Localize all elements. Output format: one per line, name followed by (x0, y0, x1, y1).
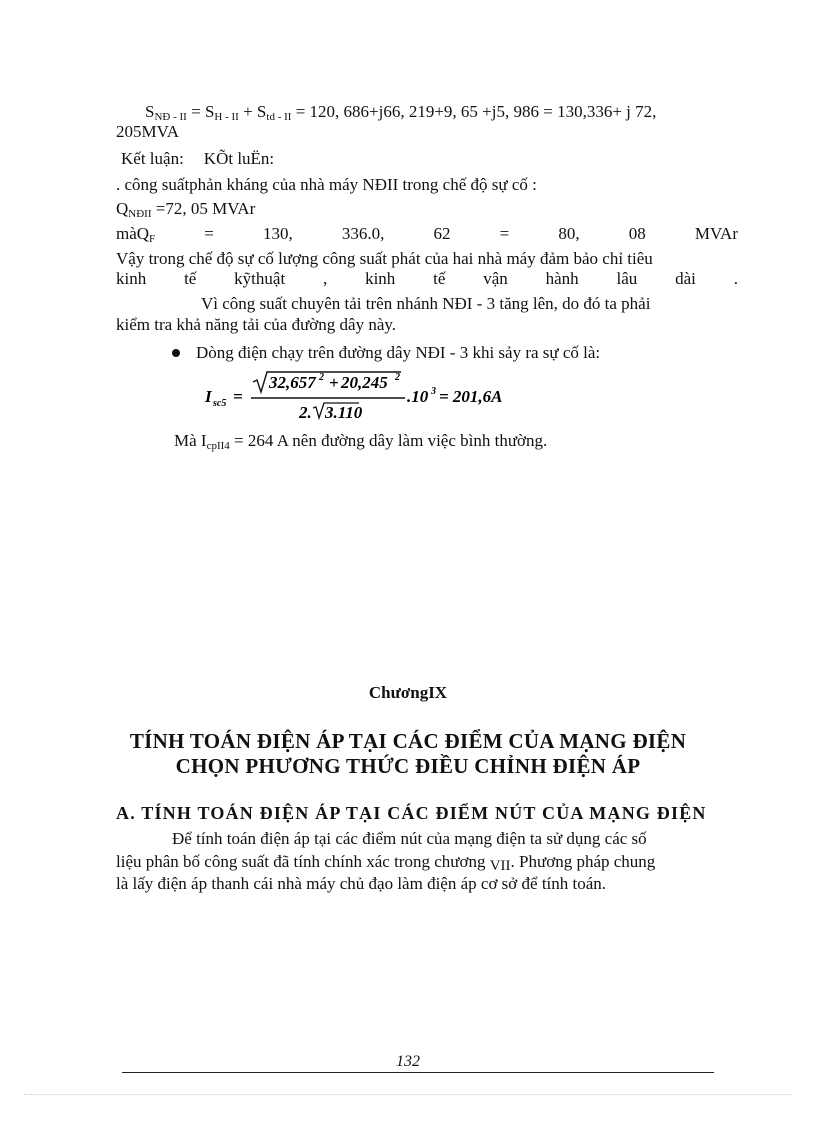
formula-num: 32,657 (269, 373, 316, 392)
word: vận (483, 269, 508, 288)
paragraph-3-line-1: Để tính toán điện áp tại các điểm nút của mạng điện ta sử dụng các số (172, 829, 647, 848)
word: tế (433, 269, 446, 288)
summary-line-2 (116, 269, 738, 289)
word: kỹthuật (234, 269, 286, 288)
bullet-icon (172, 349, 180, 357)
word: hành (545, 269, 579, 288)
eq-part: = (499, 224, 510, 243)
equation-continuation: 205MVA (116, 122, 179, 141)
word: dài (675, 269, 696, 288)
formula-lhs-sub: sc5 (213, 398, 227, 409)
formula-exp-2: 2 (395, 372, 400, 383)
page-edge-dots (24, 1094, 792, 1095)
eq-part: 62 (433, 224, 451, 243)
paragraph-2-line-1: Vì công suất chuyên tải trên nhánh NĐI - 3 tăng lên, do đó ta phải (201, 294, 651, 313)
word: lâu (616, 269, 638, 288)
page-number: 132 (396, 1053, 420, 1070)
formula-graphic (205, 370, 515, 426)
word: kinh (116, 269, 147, 288)
chapter-heading: ChươngIX (368, 683, 448, 702)
word: . (733, 269, 738, 288)
ma-q-label: màQ$_F$ (116, 224, 156, 245)
formula-result: = 201,6A (439, 387, 503, 406)
formula-lhs: I (205, 387, 212, 406)
eq-part: = (204, 224, 214, 243)
word: tế (184, 269, 197, 288)
formula-den-root: 3.110 (325, 403, 363, 422)
chapter-title-line-1: TÍNH TOÁN ĐIỆN ÁP TẠI CÁC ĐIỂM CỦA MẠNG ĐIỆN (129, 729, 687, 753)
formula-mult: .10 (407, 387, 429, 406)
q-ndii-line: $Q_{NĐII} =72$, 05 MVAr (116, 199, 256, 220)
formula-equals: = (233, 387, 243, 406)
ma-q-equation (116, 224, 738, 244)
eq-part: 336.0, (341, 224, 385, 243)
paragraph-3-line-3: là lấy điện áp thanh cái nhà máy chủ đạo làm điện áp cơ sở để tính toán. (116, 874, 607, 893)
equation-s-nd-ii: $S_{NĐ - II} = S_{H - II} + S_{td - II} = 120$, 686+j66, 219+9, 65 +j5, 986 = 130,336+ j 72, (145, 102, 657, 123)
eq-part: 80, (558, 224, 580, 243)
formula-exp: 2 (319, 372, 324, 383)
word: , (323, 269, 328, 288)
formula-num2: 20,245 (341, 373, 388, 392)
eq-part: 130, (263, 224, 293, 243)
eq-part: 08 (628, 224, 646, 243)
summary-line-1: Vậy trong chế độ sự cố lượng công suất phát của hai nhà máy đảm bảo chỉ tiêu (116, 249, 653, 268)
current-formula (205, 370, 515, 431)
section-a-heading: A. TÍNH TOÁN ĐIỆN ÁP TẠI CÁC ĐIỂM NÚT CỦA MẠNG ĐIỆN (116, 803, 707, 823)
paragraph-2-line-2: kiểm tra khả năng tải của đường dây này. (116, 315, 397, 334)
icp-line: Mà $I_{cpII4} = 264$ A nên đường dây làm việc bình thường. (174, 431, 548, 452)
word: kinh (365, 269, 396, 288)
reactive-intro: . công suấtphản kháng của nhà máy NĐII trong chế độ sự cố : (116, 175, 537, 194)
formula-plus: + (329, 373, 339, 392)
formula-den: 2. (299, 403, 312, 422)
conclusion-line: Kết luận: KÕt luËn: (121, 149, 275, 168)
formula-mult-exp: 3 (431, 386, 436, 397)
bullet-text: Dòng điện chạy trên đường dây NĐI - 3 khi sảy ra sự cố là: (196, 343, 601, 362)
footer-rule (122, 1072, 714, 1073)
eq-part: MVAr (694, 224, 738, 243)
paragraph-3-line-2: liệu phân bố công suất đã tính chính xác trong chương VII. Phương pháp chung (116, 852, 656, 874)
chapter-title-line-2: CHỌN PHƯƠNG THỨC ĐIỀU CHỈNH ĐIỆN ÁP (175, 754, 641, 778)
